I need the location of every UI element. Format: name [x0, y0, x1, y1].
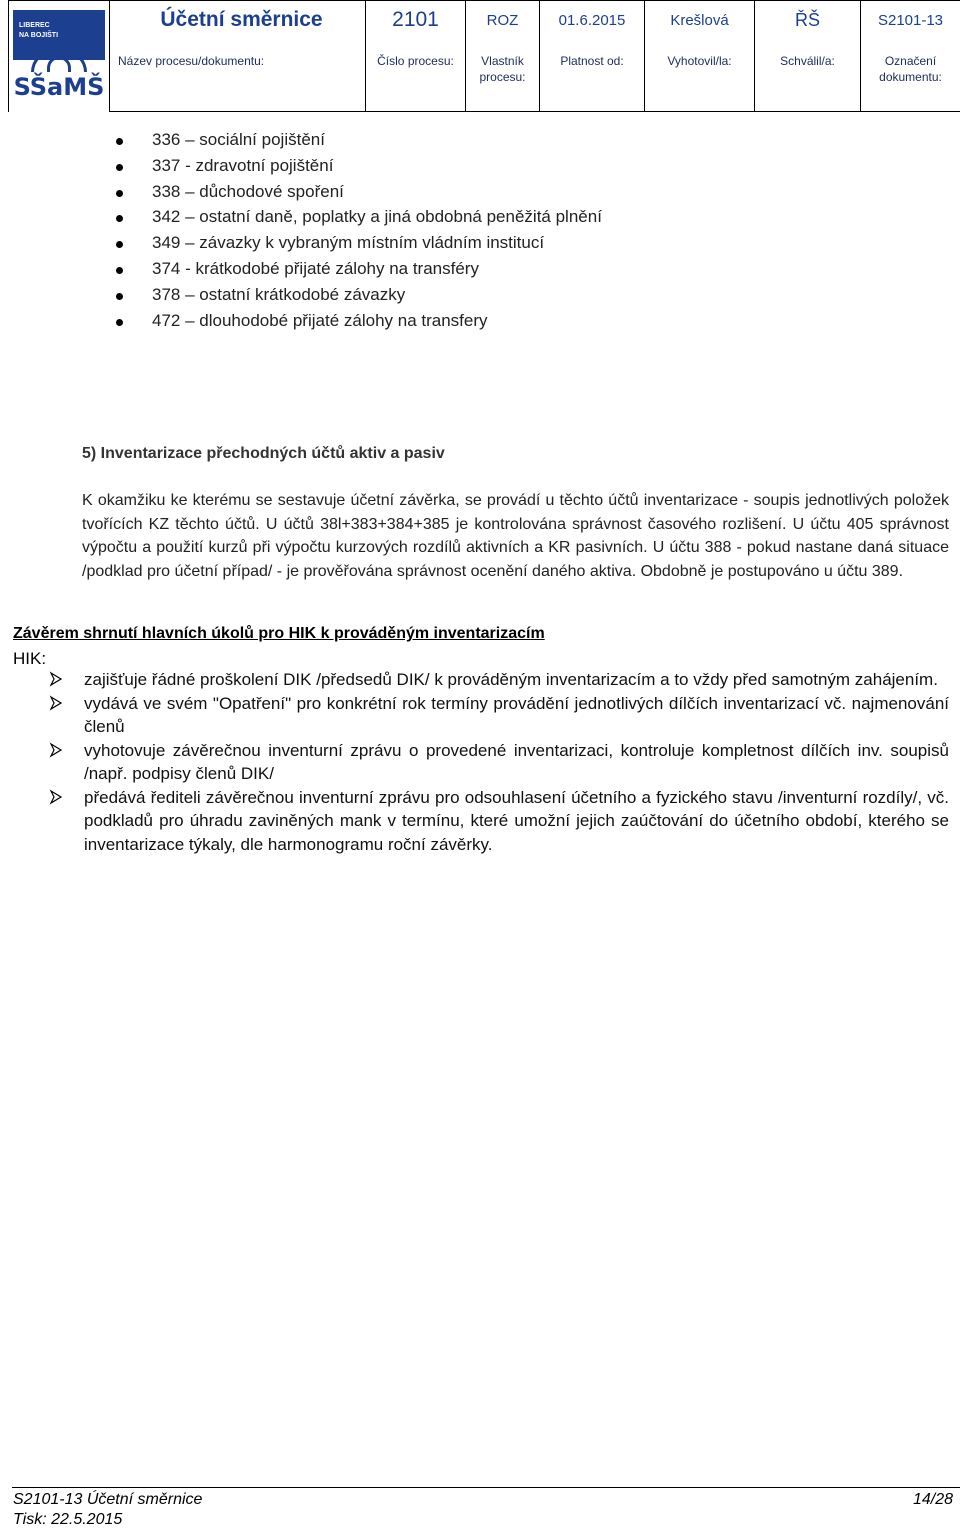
valid-from: 01.6.2015 [540, 1, 645, 40]
task-text: zajišťuje řádné proškolení DIK /předsedů DIK/ k prováděným inventarizacím a to vždy před samotným zahájením. [84, 668, 949, 692]
arrow-bullet-icon [48, 671, 64, 687]
account-text: 342 – ostatní daně, poplatky a jiná obdobná peněžitá plnění [152, 206, 602, 228]
arrow-bullet-icon [48, 742, 64, 758]
list-item [48, 692, 949, 739]
label-name: Název procesu/dokumentu: [110, 39, 366, 112]
account-text: 338 – důchodové spoření [152, 181, 344, 203]
section-paragraph: K okamžiku ke kterému se sestavuje účetní závěrka, se provádí u těchto účtů inventarizace - soupis jednotlivých položek tvořících KZ těchto účtů. U účtů 38l+383+384+385 je kontrolována správnost časového rozlišení. U účtu 405 správnost výpočtu a použití kurzů při výpočtu kurzových rozdílů aktivních a KR pasivních. U účtu 388 - pokud nastane daná situace /podklad pro účetní případ/ - je prověřována správnost ocenění daného aktiva. Obdobně je postupováno u účtu 389. [82, 489, 949, 583]
label-owner: Vlastník procesu: [466, 39, 540, 112]
conclusion-heading: Závěrem shrnutí hlavních úkolů pro HIK k prováděným inventarizacím [13, 625, 545, 643]
label-valid: Platnost od: [540, 39, 645, 112]
logo-cell [9, 1, 110, 112]
process-number: 2101 [366, 1, 466, 40]
doc-code: S2101-13 [861, 1, 960, 40]
label-prepared: Vyhotovil/la: [645, 39, 755, 112]
footer-divider [12, 1487, 960, 1488]
bullet-icon [116, 293, 123, 300]
school-logo [13, 10, 105, 102]
logo-arch-inner-icon [47, 56, 71, 72]
account-text: 378 – ostatní krátkodobé závazky [152, 284, 405, 306]
bullet-icon [116, 138, 123, 145]
task-text: předává řediteli závěrečnou inventurní zprávu pro odsouhlasení účetního a fyzického stavu /inventurní rozdíly/, vč. podkladů pro úhradu zaviněných mank v termínu, které umožní jejich zaúčtování do účetního období, kterého se inventarizace týkaly, dle harmonogramu roční závěrky. [84, 786, 949, 857]
task-text: vydává ve svém "Opatření" pro konkrétní rok termíny provádění jednotlivých dílčích inventarizací vč. najmenování členů [84, 692, 949, 739]
approved-by: ŘŠ [755, 1, 861, 40]
footer-doc-title: S2101-13 Účetní směrnice [13, 1491, 202, 1509]
logo-brand: SŠaMŠ [13, 74, 105, 100]
logo-line2: NA BOJIŠTI [19, 30, 69, 42]
arrow-bullet-icon [48, 695, 64, 711]
footer-print-date: Tisk: 22.5.2015 [13, 1511, 122, 1529]
logo-line1: LIBEREC [19, 20, 69, 32]
arrow-bullet-icon [48, 789, 64, 805]
page-number: 14/28 [913, 1491, 953, 1509]
bullet-icon [116, 215, 123, 222]
document-header [8, 0, 960, 100]
doc-title: Účetní směrnice [110, 1, 366, 40]
list-item [48, 668, 949, 692]
section-heading: 5) Inventarizace přechodných účtů aktiv a pasiv [82, 445, 445, 463]
hik-tasks-list [48, 668, 949, 856]
account-text: 349 – závazky k vybraným místním vládním institucí [152, 232, 544, 254]
hik-label: HIK: [13, 649, 46, 669]
bullet-icon [116, 190, 123, 197]
account-text: 472 – dlouhodobé přijaté zálohy na transfery [152, 310, 488, 332]
label-number: Číslo procesu: [366, 39, 466, 112]
process-owner: ROZ [466, 1, 540, 40]
account-text: 337 - zdravotní pojištění [152, 155, 333, 177]
prepared-by: Krešlová [645, 1, 755, 40]
bullet-icon [116, 319, 123, 326]
bullet-icon [116, 267, 123, 274]
label-code: Označení dokumentu: [861, 39, 960, 112]
task-text: vyhotovuje závěrečnou inventurní zprávu o provedené inventarizaci, kontroluje kompletnost dílčích inv. soupisů /např. podpisy členů DIK/ [84, 739, 949, 786]
bullet-icon [116, 241, 123, 248]
label-approved: Schválil/a: [755, 39, 861, 112]
list-item [48, 739, 949, 786]
account-text: 336 – sociální pojištění [152, 129, 325, 151]
bullet-icon [116, 164, 123, 171]
account-text: 374 - krátkodobé přijaté zálohy na transféry [152, 258, 479, 280]
list-item [48, 786, 949, 857]
